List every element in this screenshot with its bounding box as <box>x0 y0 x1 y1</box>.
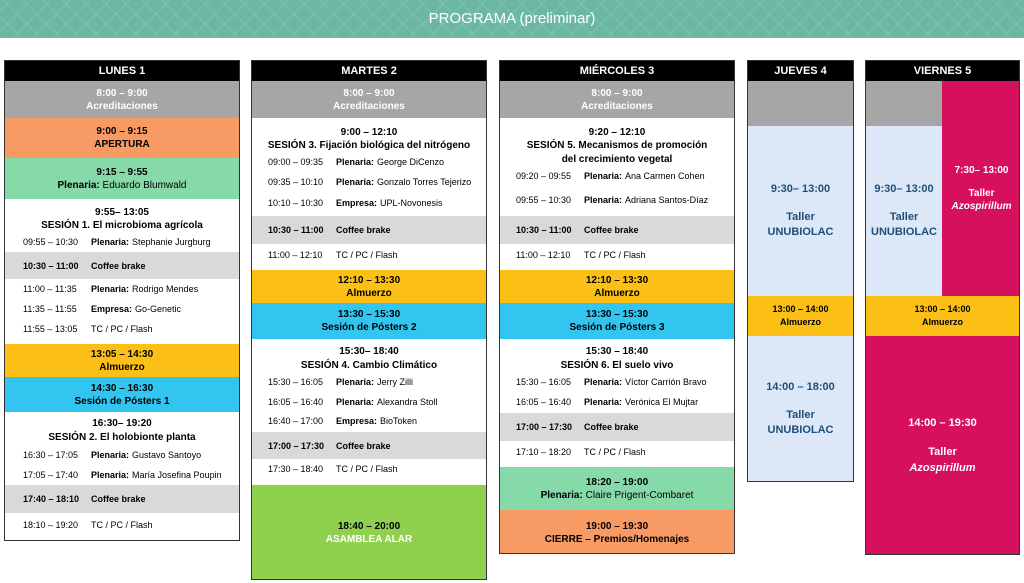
schedule-row <box>500 442 734 462</box>
row-time: 10:30 – 11:00 <box>268 225 324 235</box>
row-text: TC / PC / Flash <box>336 464 398 474</box>
row-text: Go-Genetic <box>135 304 182 314</box>
block-time: 9:30– 13:00 <box>874 182 934 195</box>
schedule-row <box>5 485 239 513</box>
row-text: Víctor Carrión Bravo <box>625 377 707 387</box>
row-text: Verónica El Mujtar <box>625 397 699 407</box>
row-time: 17:10 – 18:20 <box>516 447 572 457</box>
row-time: 09:00 – 09:35 <box>268 157 324 167</box>
session-time: 9:00 – 12:10 <box>340 127 398 138</box>
plenary-block <box>500 467 734 510</box>
row-text: Adriana Santos-Díaz <box>625 195 709 205</box>
schedule-row <box>252 216 486 244</box>
schedule-row <box>500 166 734 186</box>
block-time: 7:30– 13:00 <box>954 165 1009 176</box>
row-label: Empresa: <box>336 198 378 208</box>
workshop-block <box>866 126 942 296</box>
block-time: 13:00 – 14:00 <box>772 304 829 314</box>
schedule-row <box>5 279 239 299</box>
block-time: 13:05 – 14:30 <box>90 348 154 360</box>
block-time: 13:30 – 15:30 <box>585 309 649 320</box>
row-label: Empresa: <box>336 416 378 426</box>
row-time: 09:20 – 09:55 <box>516 171 572 181</box>
session-title: SESIÓN 5. Mecanismos de promoción <box>526 140 708 151</box>
block-time: 14:00 – 18:00 <box>766 381 835 393</box>
schedule-row <box>252 372 486 392</box>
session-time: 9:55– 13:05 <box>95 207 149 218</box>
row-text: TC / PC / Flash <box>584 447 646 457</box>
lunch-block <box>500 270 734 303</box>
row-text: UPL-Novonesis <box>380 198 443 208</box>
block-label: Taller <box>968 188 995 199</box>
row-time: 17:40 – 18:10 <box>23 494 80 504</box>
block-label: Acreditaciones <box>86 100 158 112</box>
session-title: SESIÓN 3. Fijación biológica del nitrógeno <box>267 140 471 151</box>
row-time: 16:40 – 17:00 <box>268 416 324 426</box>
block-label: Acreditaciones <box>333 100 405 112</box>
row-label: Plenaria: <box>584 397 623 407</box>
schedule-row <box>5 299 239 319</box>
day-column-tuesday <box>251 60 487 580</box>
block-label-2: UNUBIOLAC <box>871 225 937 238</box>
row-text: Jerry Zilli <box>377 377 414 387</box>
block-label: Sesión de Pósters 3 <box>569 322 665 333</box>
poster-block <box>500 303 734 339</box>
block-time: 13:00 – 14:00 <box>914 304 971 314</box>
accreditation-block <box>500 81 734 118</box>
row-text: BioToken <box>380 416 418 426</box>
row-label: Plenaria: <box>91 470 130 480</box>
block-label: Taller <box>889 210 919 223</box>
row-label: Plenaria: <box>584 195 623 205</box>
block-label-2: Azospirillum <box>951 201 1012 212</box>
block-label-2: UNUBIOLAC <box>767 424 834 436</box>
block-time: 8:00 – 9:00 <box>96 87 148 99</box>
row-text: María Josefina Poupin <box>132 470 222 480</box>
row-time: 16:30 – 17:05 <box>23 450 79 460</box>
session-title: SESIÓN 6. El suelo vivo <box>560 360 674 371</box>
block-time: 8:00 – 9:00 <box>343 87 395 99</box>
row-text: Coffee brake <box>336 225 391 235</box>
assembly-block <box>252 485 486 580</box>
block-label: Almuerzo <box>594 287 640 299</box>
schedule-row <box>5 232 239 252</box>
row-time: 15:30 – 16:05 <box>516 377 572 387</box>
row-text: George DiCenzo <box>377 157 445 167</box>
lunch-block <box>866 296 1019 336</box>
row-time: 17:00 – 17:30 <box>268 440 325 451</box>
day-header: MIÉRCOLES 3 <box>500 61 734 81</box>
lunch-block <box>5 344 239 377</box>
row-text: Coffee brake <box>91 260 146 271</box>
row-label: Plenaria: <box>91 450 130 460</box>
block-time: 9:15 – 9:55 <box>96 166 148 178</box>
row-label: Plenaria: <box>336 377 375 387</box>
plenary-label: Plenaria: <box>540 489 583 501</box>
block-label: CIERRE – Premios/Homenajes <box>544 533 690 545</box>
row-time: 15:30 – 16:05 <box>268 377 324 387</box>
closing-block <box>500 510 734 554</box>
block-label: Almuerzo <box>99 361 145 373</box>
schedule-row <box>252 392 486 412</box>
schedule-row <box>500 190 734 210</box>
schedule-row <box>5 445 239 465</box>
day-header: MARTES 2 <box>252 61 486 81</box>
row-text: TC / PC / Flash <box>91 520 153 530</box>
accreditation-block <box>252 81 486 118</box>
day-header: JUEVES 4 <box>748 61 853 81</box>
poster-block <box>5 377 239 412</box>
lunch-block <box>748 296 853 336</box>
block-label: Almuerzo <box>921 317 963 327</box>
row-time: 11:55 – 13:05 <box>23 324 78 334</box>
plenary-label: Plenaria: <box>57 179 100 191</box>
session-time: 15:30 – 18:40 <box>585 346 649 357</box>
row-text: Alexandra Stoll <box>377 397 438 407</box>
block-time: 12:10 – 13:30 <box>337 274 401 286</box>
row-time: 11:35 – 11:55 <box>23 304 77 314</box>
poster-block <box>252 303 486 339</box>
session-time: 9:20 – 12:10 <box>588 127 646 138</box>
row-text: TC / PC / Flash <box>91 324 153 334</box>
plenary-name: Eduardo Blumwald <box>102 179 187 191</box>
row-time: 10:10 – 10:30 <box>268 198 324 208</box>
block-label: ASAMBLEA ALAR <box>325 534 413 545</box>
row-time: 11:00 – 11:35 <box>23 284 77 294</box>
row-label: Empresa: <box>91 304 133 314</box>
row-time: 16:05 – 16:40 <box>268 397 324 407</box>
block-time: 18:20 – 19:00 <box>585 476 649 488</box>
block-time: 14:00 – 19:30 <box>908 416 977 429</box>
row-time: 09:55 – 10:30 <box>516 195 572 205</box>
row-label: Plenaria: <box>584 171 623 181</box>
workshop-block <box>748 126 853 296</box>
opening-block <box>5 118 239 158</box>
block-time: 19:00 – 19:30 <box>585 520 649 532</box>
workshop-block <box>748 336 853 482</box>
empty-slot <box>866 81 942 126</box>
day-column-friday <box>865 60 1020 555</box>
row-text: Gonzalo Torres Tejerizo <box>377 177 472 187</box>
row-time: 11:00 – 12:10 <box>268 250 323 260</box>
block-label-2: Azospirillum <box>909 461 976 474</box>
plenary-block <box>5 158 239 199</box>
workshop-block-azospirillum <box>866 336 1019 555</box>
block-label: Acreditaciones <box>581 100 653 112</box>
row-time: 17:00 – 17:30 <box>516 422 573 432</box>
schedule-row <box>252 172 486 192</box>
block-time: 9:30– 13:00 <box>770 182 831 195</box>
row-text: Coffee brake <box>91 494 146 504</box>
row-time: 10:30 – 11:00 <box>23 260 79 271</box>
block-label: Almuerzo <box>346 287 392 299</box>
block-time: 9:00 – 9:15 <box>96 126 148 137</box>
block-label: Sesión de Pósters 2 <box>321 322 417 333</box>
schedule-row <box>500 372 734 392</box>
block-label <box>541 489 694 502</box>
schedule-row <box>252 411 486 431</box>
row-time: 17:05 – 17:40 <box>23 470 79 480</box>
block-label: Sesión de Pósters 1 <box>74 395 170 407</box>
block-label: Almuerzo <box>779 317 821 327</box>
row-text: Ana Carmen Cohen <box>625 171 705 181</box>
schedule-row <box>252 152 486 172</box>
session-title: SESIÓN 2. El holobionte planta <box>48 432 196 443</box>
block-label <box>58 179 187 192</box>
plenary-name: Claire Prigent-Combaret <box>585 489 694 501</box>
block-label: APERTURA <box>94 139 150 150</box>
row-label: Plenaria: <box>336 157 375 167</box>
schedule-row <box>252 193 486 213</box>
session-time: 15:30– 18:40 <box>339 346 399 357</box>
row-text: Coffee brake <box>336 440 391 451</box>
session-title: SESIÓN 4. Cambio Climático <box>300 360 438 371</box>
block-time: 12:10 – 13:30 <box>585 274 649 286</box>
row-label: Plenaria: <box>584 377 623 387</box>
empty-slot <box>748 81 853 126</box>
block-label: Taller <box>928 445 957 458</box>
row-time: 11:00 – 12:10 <box>516 250 571 260</box>
block-label-2: UNUBIOLAC <box>767 225 834 238</box>
row-text: TC / PC / Flash <box>336 250 398 260</box>
page-title: PROGRAMA (preliminar) <box>428 10 596 27</box>
schedule-row <box>5 252 239 279</box>
row-text: Rodrigo Mendes <box>132 284 199 294</box>
schedule-row <box>500 245 734 265</box>
block-time: 13:30 – 15:30 <box>337 309 401 320</box>
block-label: Taller <box>786 210 815 223</box>
day-header: LUNES 1 <box>5 61 239 81</box>
schedule-row <box>5 513 239 537</box>
schedule-row <box>5 465 239 485</box>
schedule-row <box>252 432 486 459</box>
row-time: 10:30 – 11:00 <box>516 225 572 235</box>
row-text: Gustavo Santoyo <box>132 450 202 460</box>
row-time: 17:30 – 18:40 <box>268 464 324 474</box>
schedule-row <box>500 392 734 412</box>
row-time: 09:55 – 10:30 <box>23 237 79 247</box>
row-text: Coffee brake <box>584 225 639 235</box>
day-header: VIERNES 5 <box>866 61 1019 81</box>
row-text: Stephanie Jurgburg <box>132 237 211 247</box>
day-column-monday <box>4 60 240 541</box>
schedule-row <box>500 216 734 244</box>
block-time: 8:00 – 9:00 <box>591 87 643 99</box>
block-label: Taller <box>786 409 815 421</box>
row-text: Coffee brake <box>584 422 639 432</box>
accreditation-block <box>5 81 239 118</box>
block-time: 18:40 – 20:00 <box>337 521 401 532</box>
workshop-block-azospirillum <box>942 81 1020 296</box>
schedule-row <box>252 245 486 265</box>
row-label: Plenaria: <box>91 237 130 247</box>
session-title: SESIÓN 1. El microbioma agrícola <box>41 220 203 231</box>
row-time: 18:10 – 19:20 <box>23 520 79 530</box>
lunch-block <box>252 270 486 303</box>
row-time: 09:35 – 10:10 <box>268 177 324 187</box>
day-column-wednesday <box>499 60 735 554</box>
row-text: TC / PC / Flash <box>584 250 646 260</box>
day-column-thursday <box>747 60 854 482</box>
session-title-line-2: del crecimiento vegetal <box>561 154 673 165</box>
row-label: Plenaria: <box>91 284 130 294</box>
block-time: 14:30 – 16:30 <box>90 382 154 394</box>
session-time: 16:30– 19:20 <box>92 418 152 429</box>
schedule-row <box>500 413 734 441</box>
row-label: Plenaria: <box>336 177 375 187</box>
row-time: 16:05 – 16:40 <box>516 397 572 407</box>
schedule-row <box>5 319 239 339</box>
row-label: Plenaria: <box>336 397 375 407</box>
schedule-row <box>252 459 486 479</box>
